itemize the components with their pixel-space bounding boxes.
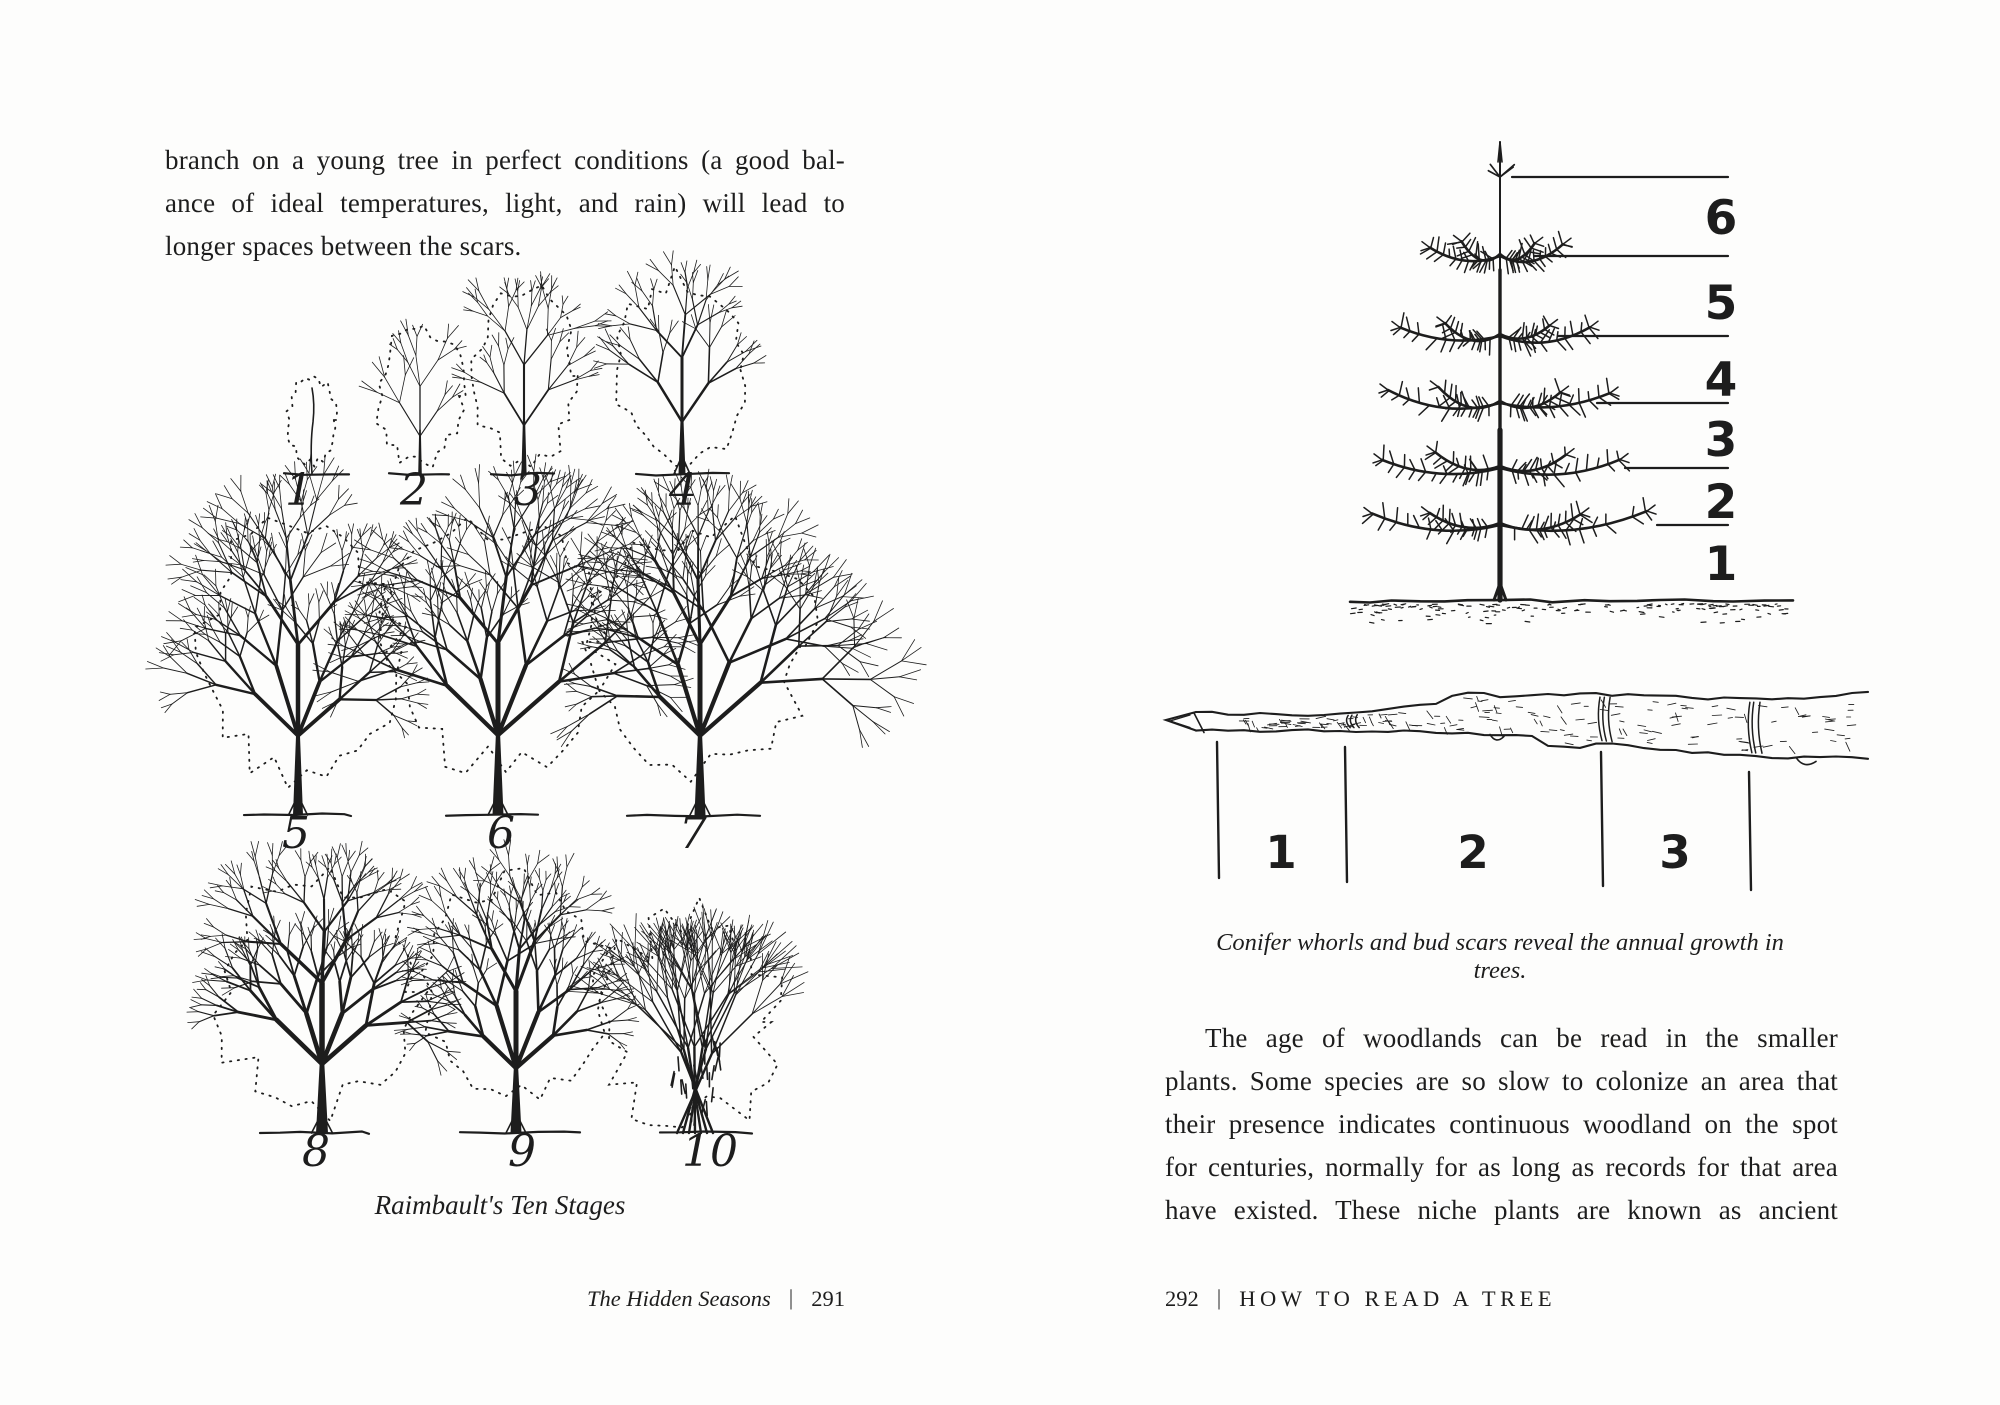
paragraph-line: plants. Some species are so slow to colonize an area that bbox=[1165, 1066, 1838, 1096]
whorl-number-label: 4 bbox=[1704, 353, 1738, 408]
stage-number-label: 8 bbox=[302, 1126, 330, 1177]
left-figure-raimbault-stages bbox=[146, 251, 927, 1177]
stage-number-label: 10 bbox=[682, 1126, 738, 1177]
left-page-footer bbox=[445, 1286, 845, 1312]
stage-number-label: 3 bbox=[514, 465, 542, 516]
tree-stage-3 bbox=[452, 272, 612, 516]
paragraph-line: The age of woodlands can be read in the smaller bbox=[1205, 1023, 1838, 1053]
footer-book-title: HOW TO READ A TREE bbox=[1239, 1286, 1557, 1311]
tree-stage-1 bbox=[284, 377, 349, 516]
tree-stage-10 bbox=[568, 898, 808, 1177]
paragraph-line: branch on a young tree in perfect conditions (a good bal- bbox=[165, 145, 845, 175]
stage-number-label: 6 bbox=[487, 808, 515, 859]
stage-number-label: 9 bbox=[508, 1126, 536, 1177]
stage-number-label: 7 bbox=[679, 808, 707, 859]
footer-separator: | bbox=[1216, 1285, 1222, 1310]
whorl-number-label: 2 bbox=[1704, 475, 1738, 530]
left-paragraph bbox=[165, 139, 845, 268]
footer-page-number: 291 bbox=[811, 1286, 845, 1311]
stage-number-label: 4 bbox=[669, 465, 697, 516]
right-figure-twig bbox=[1166, 692, 1868, 890]
whorl-number-label: 1 bbox=[1704, 537, 1738, 592]
footer-chapter-title: The Hidden Seasons bbox=[586, 1286, 771, 1311]
twig-section-number-label: 2 bbox=[1457, 826, 1489, 879]
stage-number-label: 5 bbox=[282, 808, 310, 859]
left-figure-caption: Raimbault's Ten Stages bbox=[374, 1190, 626, 1220]
footer-page-number: 292 bbox=[1165, 1286, 1199, 1311]
tree-stage-2 bbox=[359, 319, 466, 516]
whorl-number-label: 3 bbox=[1704, 413, 1738, 468]
right-figure-conifer bbox=[1350, 142, 1793, 624]
paragraph-line: have existed. These niche plants are known as ancient bbox=[1165, 1195, 1838, 1225]
tree-stage-7 bbox=[551, 469, 927, 859]
footer-separator: | bbox=[788, 1285, 794, 1310]
twig-section-number-label: 1 bbox=[1265, 826, 1297, 879]
paragraph-line: longer spaces between the scars. bbox=[165, 231, 522, 261]
tree-stage-4 bbox=[594, 251, 766, 516]
twig-section-number-label: 3 bbox=[1659, 826, 1691, 879]
paragraph-line: ance of ideal temperatures, light, and rain) will lead to bbox=[165, 188, 845, 218]
stage-number-label: 1 bbox=[285, 465, 313, 516]
right-page-footer bbox=[1165, 1286, 1556, 1312]
paragraph-line: their presence indicates continuous woodland on the spot bbox=[1165, 1109, 1838, 1139]
paragraph-line: for centuries, normally for as long as records for that area bbox=[1165, 1152, 1838, 1182]
whorl-number-label: 5 bbox=[1704, 276, 1738, 331]
whorl-number-label: 6 bbox=[1704, 191, 1738, 246]
right-figure-caption: Conifer whorls and bud scars reveal the annual growth in trees. bbox=[1216, 929, 1784, 984]
right-paragraph bbox=[1165, 1017, 1838, 1232]
stage-number-label: 2 bbox=[400, 465, 428, 516]
